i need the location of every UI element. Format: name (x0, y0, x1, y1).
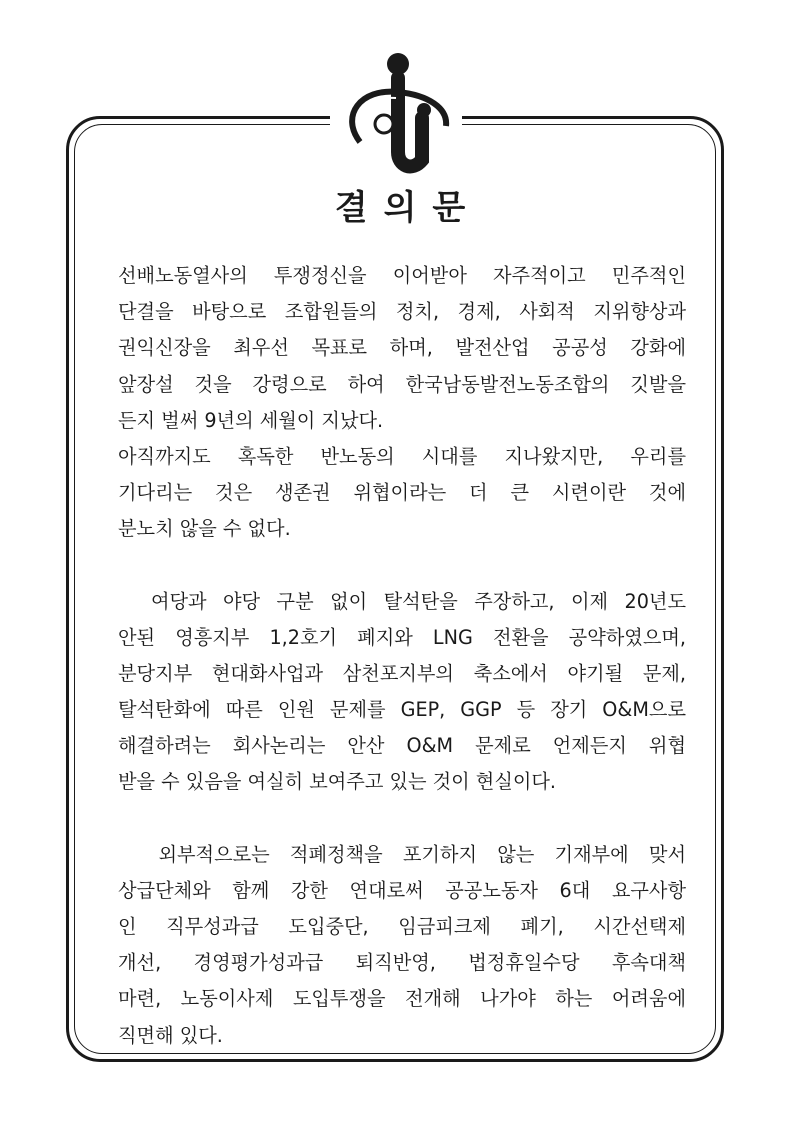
page-title: 결의문 (334, 188, 482, 228)
paragraph-2 (118, 584, 686, 801)
text-line: 마련, 노동이사제 도입투쟁을 전개해 나가야 하는 어려움에 (118, 987, 686, 1011)
union-logo-icon (338, 48, 458, 176)
text-line: 분노치 않을 수 없다. (118, 517, 291, 541)
text-line: 선배노동열사의 투쟁정신을 이어받아 자주적이고 민주적인 (118, 264, 686, 287)
text-line: 상급단체와 함께 강한 연대로써 공공노동자 6대 요구사항 (118, 878, 686, 902)
text-line: 단결을 바탕으로 조합원들의 정치, 경제, 사회적 지위향상과 (118, 300, 686, 324)
paragraph-3 (118, 837, 686, 1054)
text-line: 든지 벌써 9년의 세월이 지났다. (118, 408, 384, 432)
text-line: 아직까지도 혹독한 반노동의 시대를 지나왔지만, 우리를 (118, 444, 686, 468)
text-line: 해결하려는 회사논리는 안산 O&M 문제로 언제든지 위협 (118, 734, 686, 758)
text-line: 권익신장을 최우선 목표로 하며, 발전산업 공공성 강화에 (118, 336, 686, 360)
text-line: 인 직무성과급 도입중단, 임금피크제 폐기, 시간선택제 (118, 915, 686, 938)
text-line: 여당과 야당 구분 없이 탈석탄을 주장하고, 이제 20년도 (118, 589, 686, 613)
resolution-body (118, 258, 686, 1054)
text-line: 분당지부 현대화사업과 삼천포지부의 축소에서 야기될 문제, (118, 661, 686, 685)
text-line: 기다리는 것은 생존권 위협이라는 더 큰 시련이란 것에 (118, 481, 686, 505)
text-line: 외부적으로는 적폐정책을 포기하지 않는 기재부에 맞서 (118, 842, 686, 866)
text-line: 안된 영흥지부 1,2호기 폐지와 LNG 전환을 공약하였으며, (118, 625, 686, 649)
paragraph-1 (118, 258, 686, 548)
text-line: 받을 수 있음을 여실히 보여주고 있는 것이 현실이다. (118, 770, 557, 794)
paragraph-gap (118, 801, 686, 837)
text-line: 탈석탄화에 따른 인원 문제를 GEP, GGP 등 장기 O&M으로 (118, 698, 686, 722)
paragraph-gap (118, 548, 686, 584)
text-line: 직면해 있다. (118, 1023, 223, 1047)
text-line: 앞장설 것을 강령으로 하여 한국남동발전노동조합의 깃발을 (118, 372, 686, 396)
text-line: 개선, 경영평가성과급 퇴직반영, 법정휴일수당 후속대책 (118, 951, 686, 975)
